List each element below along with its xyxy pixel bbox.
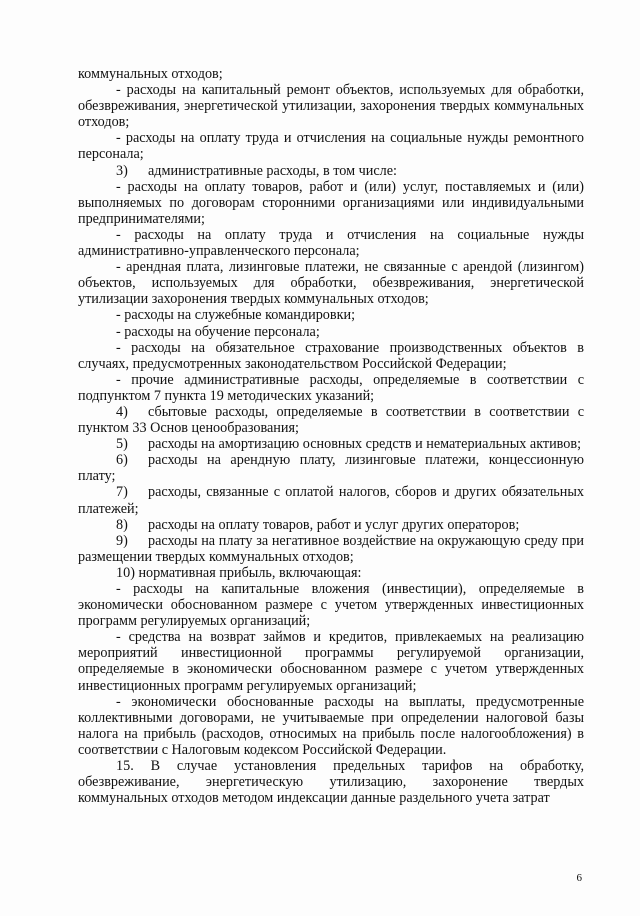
- paragraph: - расходы на оплату труда и отчисления на социальные нужды административно-управленческого персонала;: [78, 226, 584, 260]
- list-text: расходы на амортизацию основных средств и нематериальных активов;: [148, 436, 582, 453]
- list-text: сбытовые расходы, определяемые в соответствии в соответствии с пунктом 33 Основ ценообразования;: [78, 403, 584, 437]
- paragraph: [78, 517, 584, 533]
- list-number: 6): [116, 452, 128, 469]
- paragraph: 10) нормативная прибыль, включающая:: [116, 564, 362, 581]
- paragraph: - расходы на обучение персонала;: [116, 323, 320, 340]
- paragraph: [78, 484, 584, 516]
- paragraph: - расходы на служебные командировки;: [116, 307, 356, 324]
- list-text: расходы на оплату товаров, работ и услуг других операторов;: [148, 516, 520, 533]
- list-number: 8): [116, 516, 128, 533]
- paragraph: - средства на возврат займов и кредитов, привлекаемых на реализацию мероприятий инвестиционной программы регулируемой организации, определяемые в экономически обоснованном размере с учетом утвержденных инвестиционных программ регулируемых организаций;: [78, 629, 584, 694]
- list-number: 4): [116, 403, 128, 420]
- list-text: расходы, связанные с оплатой налогов, сборов и других обязательных платежей;: [78, 484, 584, 517]
- paragraph: - расходы на капитальные вложения (инвестиции), определяемые в экономически обоснованном размере с учетом утвержденных инвестиционных программ регулируемых организаций;: [78, 581, 584, 630]
- document-body: [78, 66, 584, 806]
- paragraph: коммунальных отходов;: [78, 66, 223, 82]
- paragraph: [78, 452, 584, 484]
- list-number: 9): [116, 532, 128, 549]
- list-number: 5): [116, 436, 128, 453]
- page-number: 6: [576, 872, 582, 884]
- list-number: 7): [116, 484, 128, 501]
- paragraph: [78, 436, 584, 452]
- paragraph: - арендная плата, лизинговые платежи, не связанные с арендой (лизингом) объектов, используемых для обработки, обезвреживания, энергетической утилизации захоронения твердых коммунальных отходов;: [78, 259, 584, 308]
- paragraph: - расходы на капитальный ремонт объектов, используемых для обработки, обезвреживания, энергетической утилизации, захоронения твердых коммунальных отходов;: [78, 82, 584, 131]
- paragraph: [78, 533, 584, 565]
- paragraph: [78, 163, 584, 179]
- paragraph: - экономически обоснованные расходы на выплаты, предусмотренные коллективными договорами, не учитываемые при определении налоговой базы налога на прибыль (расходов, относимых на прибыль после налогообложения) в соответствии с Налоговым кодексом Российской Федерации.: [78, 693, 584, 758]
- paragraph: - прочие административные расходы, определяемые в соответствии с подпунктом 7 пункта 19 методических указаний;: [78, 371, 584, 404]
- paragraph: - расходы на оплату товаров, работ и (или) услуг, поставляемых и (или) выполняемых по договорам сторонними организациями или индивидуальными предпринимателями;: [78, 178, 584, 227]
- paragraph: [78, 404, 584, 436]
- paragraph: - расходы на обязательное страхование производственных объектов в случаях, предусмотренных законодательством Российской Федерации;: [78, 339, 584, 372]
- list-number: 3): [116, 162, 128, 179]
- list-text: расходы на арендную плату, лизинговые платежи, концессионную плату;: [78, 452, 584, 485]
- paragraph: - расходы на оплату труда и отчисления на социальные нужды ремонтного персонала;: [78, 130, 584, 163]
- list-text: расходы на плату за негативное воздействие на окружающую среду при размещении твердых коммунальных отходов;: [78, 532, 584, 565]
- paragraph: 15. В случае установления предельных тарифов на обработку, обезвреживание, энергетическую утилизацию, захоронение твердых коммунальных отходов методом индексации данные раздельного учета затрат: [78, 758, 584, 807]
- list-text: административные расходы, в том числе:: [148, 162, 397, 179]
